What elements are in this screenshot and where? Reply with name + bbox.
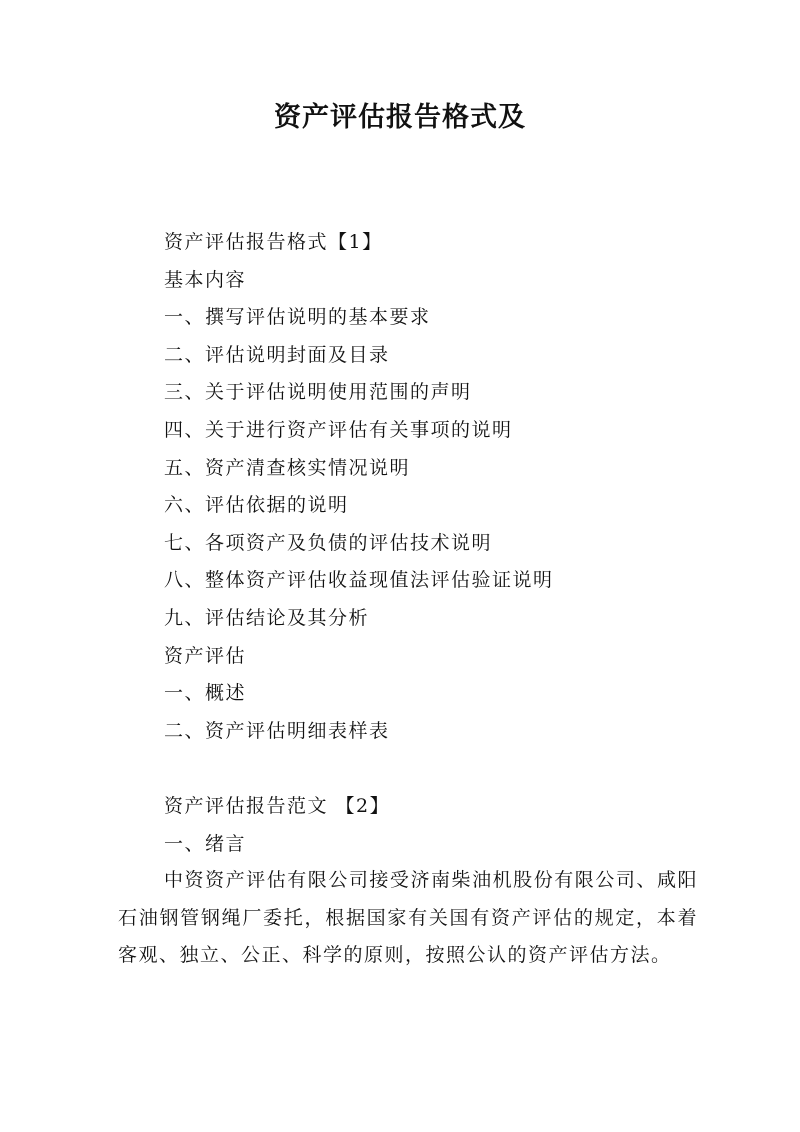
section-heading-2: 资产评估报告范文 【2】 (164, 795, 391, 818)
section-spacer (164, 750, 724, 788)
document-title: 资产评估报告格式及 (274, 102, 526, 133)
outline-line: 一、概述 (164, 682, 247, 705)
outline-line: 八、整体资产评估收益现值法评估验证说明 (164, 569, 554, 592)
outline-line: 四、关于进行资产评估有关事项的说明 (164, 418, 513, 441)
document-outline (164, 224, 724, 864)
outline-line: 三、关于评估说明使用范围的声明 (164, 381, 472, 404)
outline-line: 二、资产评估明细表样表 (164, 719, 390, 742)
outline-line: 二、评估说明封面及目录 (164, 343, 390, 366)
section-heading-1: 资产评估报告格式【1】 (164, 231, 383, 253)
outline-line: 六、评估依据的说明 (164, 494, 349, 517)
section-subheading: 一、绪言 (164, 832, 247, 855)
outline-line: 一、撰写评估说明的基本要求 (164, 306, 431, 329)
outline-line: 基本内容 (164, 268, 247, 291)
outline-line: 资产评估 (164, 644, 247, 667)
body-paragraph: 中资资产评估有限公司接受济南柴油机股份有限公司、咸阳石油钢管钢绳厂委托，根据国家有关国有资产评估的规定，本着客观、独立、公正、科学的原则，按照公认的资产评估方法。 (118, 869, 698, 967)
outline-line: 九、评估结论及其分析 (164, 606, 370, 629)
outline-line: 五、资产清查核实情况说明 (164, 456, 411, 479)
outline-line: 七、各项资产及负债的评估技术说明 (164, 531, 493, 554)
